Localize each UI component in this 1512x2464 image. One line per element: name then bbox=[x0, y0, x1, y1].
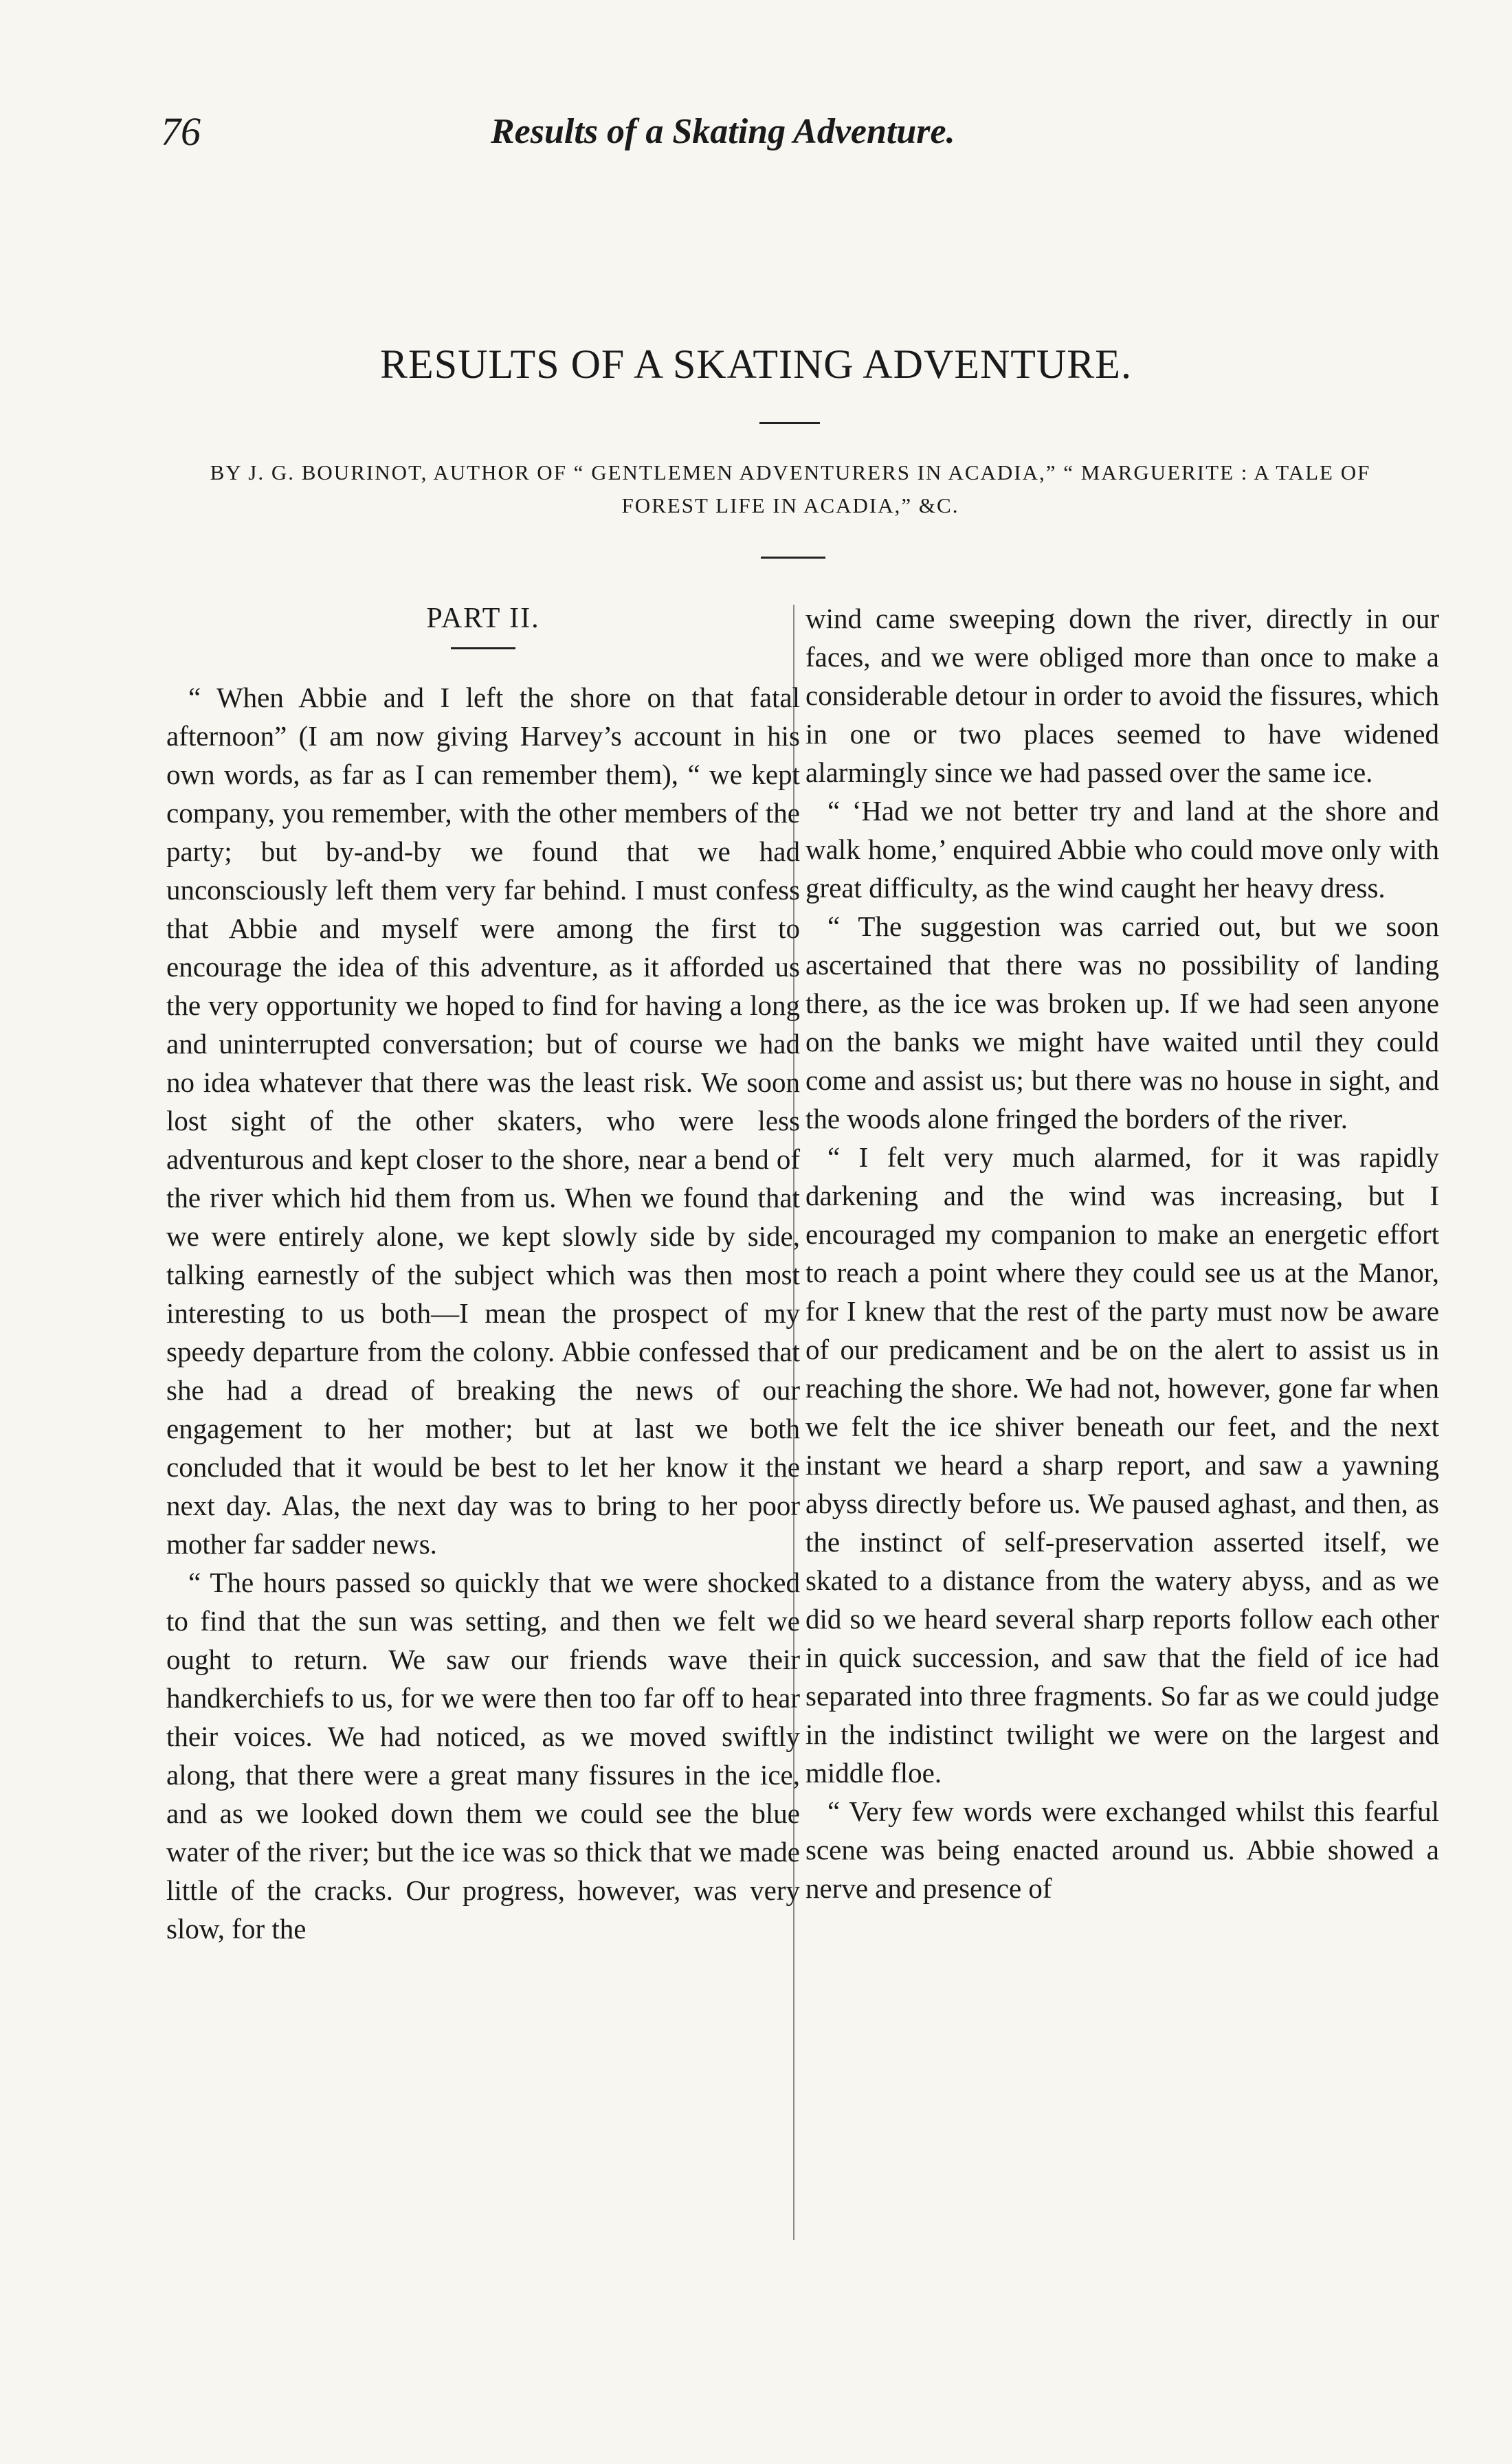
part-heading: PART II. bbox=[426, 603, 540, 634]
paragraph: “ ‘Had we not better try and land at the shore and walk home,’ enquired Abbie who could move only with great difficulty, as the wind caught her heavy dress. bbox=[805, 795, 1439, 904]
paragraph: “ The suggestion was carried out, but we soon ascertained that there was no possibility of landing there, as the ice was broken up. If we had seen anyone on the banks we might have waited until they could come and assist us; but there was no house in sight, and the woods alone fringed the borders of the river. bbox=[805, 910, 1439, 1134]
paragraph: “ Very few words were exchanged whilst this fearful scene was being enacted around us. Abbie showed a nerve and presence of bbox=[805, 1795, 1439, 1904]
article-title: RESULTS OF A SKATING ADVENTURE. bbox=[380, 341, 1132, 387]
paragraph: “ When Abbie and I left the shore on that fatal afternoon” (I am now giving Harvey’s account in his own words, as far as I can remember them), “ we kept company, you remember, with the other members of the party; but by-and-by we found that we had unconsciously left them very far behind. I must confess that Abbie and myself were among the first to encourage the idea of this adventure, as it afforded us the very opportunity we hoped to find for having a long and uninterrupted conversation; but of course we had no idea whatever that there was the least risk. We soon lost sight of the other skaters, who were less adventurous and kept closer to the shore, near a bend of the river which hid them from us. When we found that we were entirely alone, we kept slowly side by side, talking earnestly of the subject which was then most interesting to us both—I mean the prospect of my speedy departure from the colony. Abbie confessed that she had a dread of breaking the news of our engagement to her mother; but at last we both concluded that it would be best to let her know it the next day. Alas, the next day was to bring to her poor mother far sadder news. bbox=[166, 682, 800, 1560]
part-rule bbox=[451, 647, 515, 649]
paragraph: “ I felt very much alarmed, for it was rapidly darkening and the wind was increasing, but I encouraged my companion to make an energetic effort to reach a point where they could see us at the Manor, for I knew that the rest of the party must now be aware of our predicament and be on the alert to assist us in reaching the shore. We had not, however, gone far when we felt the ice shiver beneath our feet, and the next instant we heard a sharp report, and saw a yawning abyss directly before us. We paused aghast, and then, as the instinct of self-preservation asserted itself, we skated to a distance from the watery abyss, and as we did so we heard several sharp reports follow each other in quick succession, and saw that the field of ice had separated into three fragments. So far as we could judge in the indistinct twilight we were on the largest and middle floe. bbox=[805, 1141, 1439, 1789]
page-header bbox=[161, 109, 1096, 164]
article-byline: BY J. G. BOURINOT, AUTHOR OF “ GENTLEMEN ADVENTURERS IN ACADIA,” “ MARGUERITE : A TALE OF FOREST LIFE IN ACADIA,” &C. bbox=[210, 460, 1371, 517]
byline-rule bbox=[761, 557, 825, 559]
running-head: Results of a Skating Adventure. bbox=[491, 112, 955, 151]
right-column bbox=[805, 599, 1439, 1907]
paragraph: wind came sweeping down the river, directly in our faces, and we were obliged more than once to make a considerable detour in order to avoid the fissures, which in one or two places seemed to have widened alarmingly since we had passed over the same ice. bbox=[805, 603, 1439, 788]
paragraph: “ The hours passed so quickly that we were shocked to find that the sun was setting, and then we felt we ought to return. We saw our friends wave their handkerchiefs to us, for we were then too far off to hear their voices. We had noticed, as we moved swiftly along, that there were a great many fissures in the ice, and as we looked down them we could see the blue water of the river; but the ice was so thick that we made little of the cracks. Our progress, however, was very slow, for the bbox=[166, 1567, 800, 1945]
left-column bbox=[166, 599, 800, 1948]
page-number: 76 bbox=[161, 109, 201, 154]
title-rule bbox=[759, 422, 820, 424]
